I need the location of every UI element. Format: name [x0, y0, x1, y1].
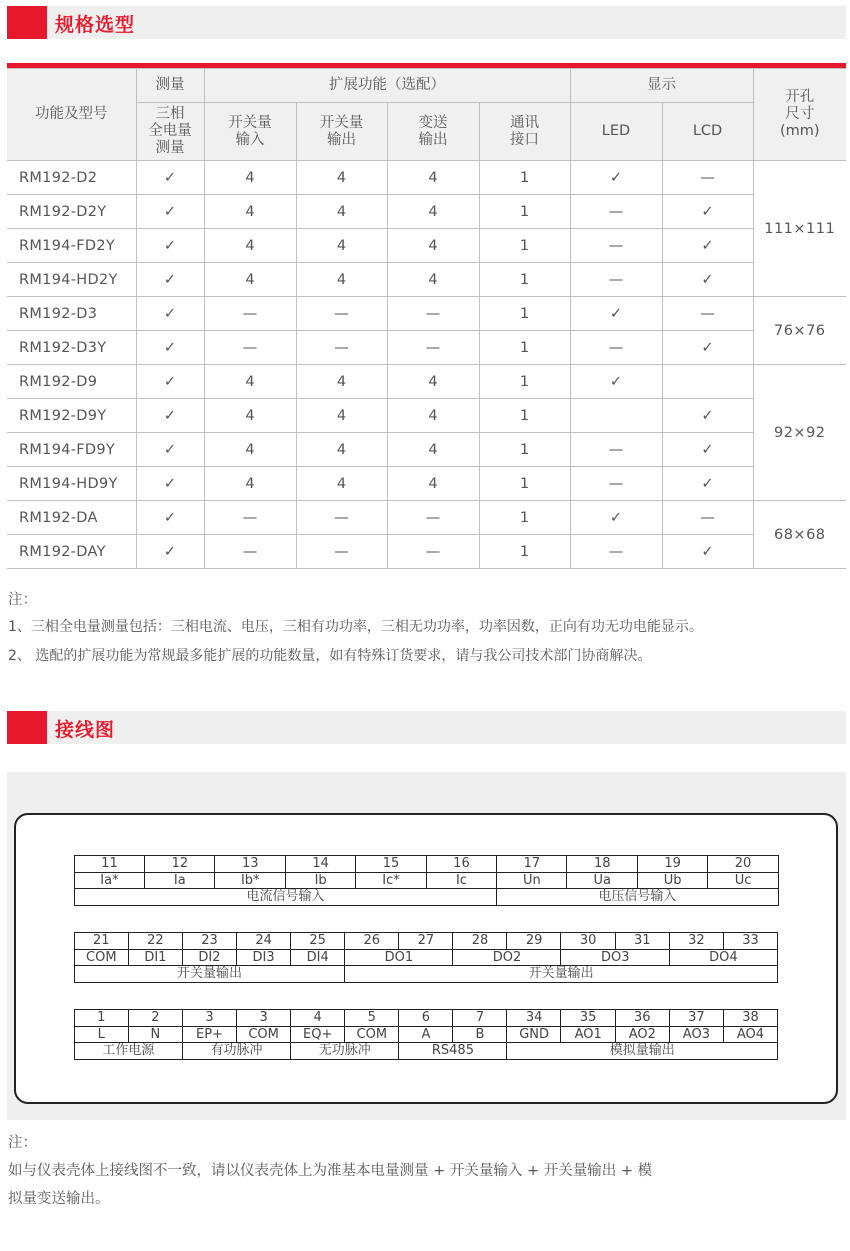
table-row [7, 433, 846, 467]
cell-comm: 1 [479, 229, 570, 263]
terminal-label: L [74, 1026, 130, 1044]
cell-measure: ✓ [136, 161, 204, 195]
terminal-number: 26 [344, 932, 400, 950]
header-comm [479, 103, 570, 161]
terminal-label: B [452, 1026, 508, 1044]
cell-measure: ✓ [136, 297, 204, 331]
terminal-number: 25 [290, 932, 346, 950]
cell-do: 4 [296, 399, 387, 433]
cell-lcd: — [662, 161, 753, 195]
terminal-number: 27 [398, 932, 454, 950]
terminal-number: 34 [506, 1009, 562, 1027]
cell-led: ✓ [570, 365, 662, 399]
cell-measure: ✓ [136, 263, 204, 297]
cell-led: — [570, 467, 662, 501]
terminal-number: 32 [669, 932, 725, 950]
terminal-number: 31 [615, 932, 671, 950]
cell-do: 4 [296, 467, 387, 501]
cell-do: 4 [296, 263, 387, 297]
table-row [7, 297, 846, 331]
terminal-label: Ic [426, 872, 498, 890]
cell-do: — [296, 501, 387, 535]
cell-lcd: ✓ [662, 535, 753, 569]
cell-comm: 1 [479, 161, 570, 195]
cell-model: RM192-D9 [7, 365, 136, 399]
header-hole-size [753, 69, 846, 161]
section-title: 规格选型 [55, 14, 136, 36]
header-text: 开关量 [228, 114, 272, 131]
terminal-label: Un [496, 872, 568, 890]
cell-hole-size: 92×92 [753, 365, 846, 501]
cell-lcd [662, 365, 753, 399]
terminal-label: AO4 [723, 1026, 779, 1044]
terminal-number: 21 [74, 932, 130, 950]
terminal-number: 36 [615, 1009, 671, 1027]
terminal-number: 14 [285, 855, 357, 873]
terminal-label: DI1 [128, 949, 184, 967]
terminal-label: DO1 [344, 949, 454, 967]
header-hole-line2: 尺寸 [785, 106, 815, 122]
cell-comm: 1 [479, 263, 570, 297]
group-label: 无功脉冲 [290, 1042, 400, 1060]
terminal-number: 6 [398, 1009, 454, 1027]
cell-ao: 4 [387, 467, 479, 501]
header-lcd: LCD [662, 103, 753, 161]
terminal-number: 3 [236, 1009, 292, 1027]
terminal-number: 15 [355, 855, 427, 873]
header-text: 输出 [418, 131, 448, 148]
header-extend: 扩展功能（选配） [204, 69, 570, 103]
section-header-spec [7, 6, 846, 39]
terminal-label: DI3 [236, 949, 292, 967]
wiring-note-line-1: 如与仪表壳体上接线图不一致，请以仪表壳体上为准基本电量测量 + 开关量输入 + 开关量输出 + 模 [8, 1163, 653, 1179]
cell-ao: — [387, 501, 479, 535]
terminal-number: 23 [182, 932, 238, 950]
cell-di: 4 [204, 161, 296, 195]
terminal-label: A [398, 1026, 454, 1044]
header-text: 通讯 [510, 114, 539, 131]
terminal-number: 28 [452, 932, 508, 950]
header-text: 三相 [155, 106, 185, 122]
cell-di: — [204, 501, 296, 535]
terminal-label: Ub [637, 872, 709, 890]
header-text: 变送 [418, 114, 448, 131]
cell-led: — [570, 331, 662, 365]
spec-table [7, 68, 846, 569]
header-text: 接口 [510, 131, 539, 148]
cell-measure: ✓ [136, 501, 204, 535]
terminal-number: 1 [74, 1009, 130, 1027]
group-label: 电流信号输入 [74, 888, 498, 906]
cell-led [570, 399, 662, 433]
cell-lcd: — [662, 501, 753, 535]
header-text: 输出 [327, 131, 356, 148]
terminal-label: COM [74, 949, 130, 967]
section-marker [7, 711, 47, 744]
terminal-number: 30 [560, 932, 616, 950]
cell-measure: ✓ [136, 365, 204, 399]
cell-di: 4 [204, 365, 296, 399]
terminal-label: Ic* [355, 872, 427, 890]
cell-comm: 1 [479, 467, 570, 501]
cell-led: — [570, 535, 662, 569]
terminal-number: 5 [344, 1009, 400, 1027]
notes-heading: 注： [8, 592, 37, 608]
cell-do: — [296, 535, 387, 569]
cell-comm: 1 [479, 399, 570, 433]
cell-comm: 1 [479, 297, 570, 331]
header-do [296, 103, 387, 161]
cell-model: RM194-HD2Y [7, 263, 136, 297]
terminal-number: 22 [128, 932, 184, 950]
cell-model: RM192-D3 [7, 297, 136, 331]
cell-comm: 1 [479, 331, 570, 365]
terminal-label: Ia [144, 872, 216, 890]
terminal-number: 35 [560, 1009, 616, 1027]
cell-do: — [296, 331, 387, 365]
header-measure: 测量 [136, 69, 204, 103]
cell-ao: 4 [387, 433, 479, 467]
terminal-label: N [128, 1026, 184, 1044]
cell-di: — [204, 331, 296, 365]
cell-led: ✓ [570, 297, 662, 331]
terminal-number: 29 [506, 932, 562, 950]
section-header-wiring [7, 711, 846, 744]
cell-lcd: ✓ [662, 399, 753, 433]
header-hole-line1: 开孔 [785, 89, 815, 105]
cell-model: RM194-HD9Y [7, 467, 136, 501]
cell-led: — [570, 263, 662, 297]
group-label: 开关量输出 [74, 965, 346, 983]
cell-comm: 1 [479, 433, 570, 467]
table-row [7, 161, 846, 195]
cell-hole-size: 76×76 [753, 297, 846, 365]
terminal-number: 19 [637, 855, 709, 873]
table-row [7, 467, 846, 501]
cell-ao: 4 [387, 195, 479, 229]
group-label: 有功脉冲 [182, 1042, 292, 1060]
cell-model: RM192-D2Y [7, 195, 136, 229]
spec-table-body [7, 161, 846, 569]
terminal-number: 11 [74, 855, 146, 873]
cell-comm: 1 [479, 195, 570, 229]
section-title: 接线图 [55, 719, 116, 741]
terminal-number: 12 [144, 855, 216, 873]
terminal-number: 13 [214, 855, 286, 873]
terminal-number: 38 [723, 1009, 779, 1027]
group-label: 电压信号输入 [496, 888, 779, 906]
cell-ao: — [387, 297, 479, 331]
cell-lcd: ✓ [662, 195, 753, 229]
table-row [7, 263, 846, 297]
cell-lcd: ✓ [662, 263, 753, 297]
cell-measure: ✓ [136, 467, 204, 501]
cell-lcd: ✓ [662, 433, 753, 467]
cell-do: 4 [296, 195, 387, 229]
table-row [7, 365, 846, 399]
cell-do: 4 [296, 433, 387, 467]
group-label: 开关量输出 [344, 965, 778, 983]
note-line-1: 1、三相全电量测量包括：三相电流、电压，三相有功功率，三相无功功率，功率因数，正向有功无功电能显示。 [8, 619, 703, 635]
section-marker [7, 6, 47, 39]
terminal-label: Ib* [214, 872, 286, 890]
terminal-label: AO1 [560, 1026, 616, 1044]
terminal-label: Ia* [74, 872, 146, 890]
header-di [204, 103, 296, 161]
terminal-number: 24 [236, 932, 292, 950]
cell-di: 4 [204, 399, 296, 433]
terminal-number: 4 [290, 1009, 346, 1027]
terminal-label: GND [506, 1026, 562, 1044]
terminal-number: 2 [128, 1009, 184, 1027]
terminal-number: 7 [452, 1009, 508, 1027]
cell-led: ✓ [570, 501, 662, 535]
table-row [7, 229, 846, 263]
terminal-label: COM [344, 1026, 400, 1044]
table-row [7, 331, 846, 365]
cell-led: — [570, 433, 662, 467]
cell-ao: 4 [387, 399, 479, 433]
table-row [7, 399, 846, 433]
cell-lcd: ✓ [662, 229, 753, 263]
cell-model: RM192-D2 [7, 161, 136, 195]
table-row [7, 501, 846, 535]
terminal-label: DO2 [452, 949, 562, 967]
cell-ao: 4 [387, 365, 479, 399]
cell-lcd: — [662, 297, 753, 331]
terminal-label: Uc [707, 872, 779, 890]
cell-measure: ✓ [136, 399, 204, 433]
cell-ao: 4 [387, 161, 479, 195]
cell-measure: ✓ [136, 535, 204, 569]
terminal-label: DO4 [669, 949, 779, 967]
terminal-label: DI2 [182, 949, 238, 967]
cell-measure: ✓ [136, 433, 204, 467]
cell-ao: — [387, 331, 479, 365]
cell-di: — [204, 535, 296, 569]
cell-model: RM192-D3Y [7, 331, 136, 365]
terminal-label: AO2 [615, 1026, 671, 1044]
cell-model: RM192-DA [7, 501, 136, 535]
group-label: RS485 [398, 1042, 508, 1060]
header-model: 功能及型号 [7, 69, 136, 161]
cell-ao: — [387, 535, 479, 569]
terminal-label: Ua [566, 872, 638, 890]
cell-do: — [296, 297, 387, 331]
header-ao [387, 103, 479, 161]
terminal-number: 16 [426, 855, 498, 873]
cell-measure: ✓ [136, 195, 204, 229]
cell-model: RM192-DAY [7, 535, 136, 569]
cell-model: RM194-FD2Y [7, 229, 136, 263]
header-display: 显示 [570, 69, 753, 103]
header-text: 全电量 [148, 123, 192, 139]
wiring-note-line-2: 拟量变送输出。 [8, 1191, 110, 1207]
cell-comm: 1 [479, 535, 570, 569]
table-row [7, 535, 846, 569]
terminal-number: 20 [707, 855, 779, 873]
cell-comm: 1 [479, 501, 570, 535]
cell-comm: 1 [479, 365, 570, 399]
cell-measure: ✓ [136, 229, 204, 263]
cell-di: 4 [204, 195, 296, 229]
header-hole-line3: (mm) [779, 123, 820, 139]
terminal-number: 17 [496, 855, 568, 873]
cell-di: — [204, 297, 296, 331]
cell-di: 4 [204, 433, 296, 467]
cell-di: 4 [204, 467, 296, 501]
terminal-label: EP+ [182, 1026, 238, 1044]
header-measure-sub [136, 103, 204, 161]
header-text: 开关量 [319, 114, 364, 131]
cell-ao: 4 [387, 263, 479, 297]
terminal-label: AO3 [669, 1026, 725, 1044]
spec-table-wrapper [7, 63, 846, 569]
wiring-notes-heading: 注： [8, 1135, 37, 1151]
cell-lcd: ✓ [662, 467, 753, 501]
header-text: 测量 [155, 140, 185, 156]
cell-led: — [570, 229, 662, 263]
cell-hole-size: 68×68 [753, 501, 846, 569]
terminal-label: DO3 [560, 949, 670, 967]
cell-ao: 4 [387, 229, 479, 263]
cell-di: 4 [204, 229, 296, 263]
terminal-label: EQ+ [290, 1026, 346, 1044]
terminal-number: 33 [723, 932, 779, 950]
cell-measure: ✓ [136, 331, 204, 365]
header-led: LED [570, 103, 662, 161]
cell-lcd: ✓ [662, 331, 753, 365]
cell-do: 4 [296, 365, 387, 399]
cell-hole-size: 111×111 [753, 161, 846, 297]
cell-led: ✓ [570, 161, 662, 195]
note-line-2: 2、 选配的扩展功能为常规最多能扩展的功能数量，如有特殊订货要求，请与我公司技术部门协商解决。 [8, 648, 652, 664]
cell-do: 4 [296, 229, 387, 263]
terminal-number: 37 [669, 1009, 725, 1027]
cell-led: — [570, 195, 662, 229]
terminal-label: Ib [285, 872, 357, 890]
group-label: 模拟量输出 [506, 1042, 778, 1060]
cell-do: 4 [296, 161, 387, 195]
cell-model: RM192-D9Y [7, 399, 136, 433]
terminal-number: 18 [566, 855, 638, 873]
terminal-label: COM [236, 1026, 292, 1044]
header-text: 输入 [235, 131, 265, 148]
table-row [7, 195, 846, 229]
terminal-number: 3 [182, 1009, 238, 1027]
terminal-label: DI4 [290, 949, 346, 967]
cell-di: 4 [204, 263, 296, 297]
group-label: 工作电源 [74, 1042, 184, 1060]
cell-model: RM194-FD9Y [7, 433, 136, 467]
